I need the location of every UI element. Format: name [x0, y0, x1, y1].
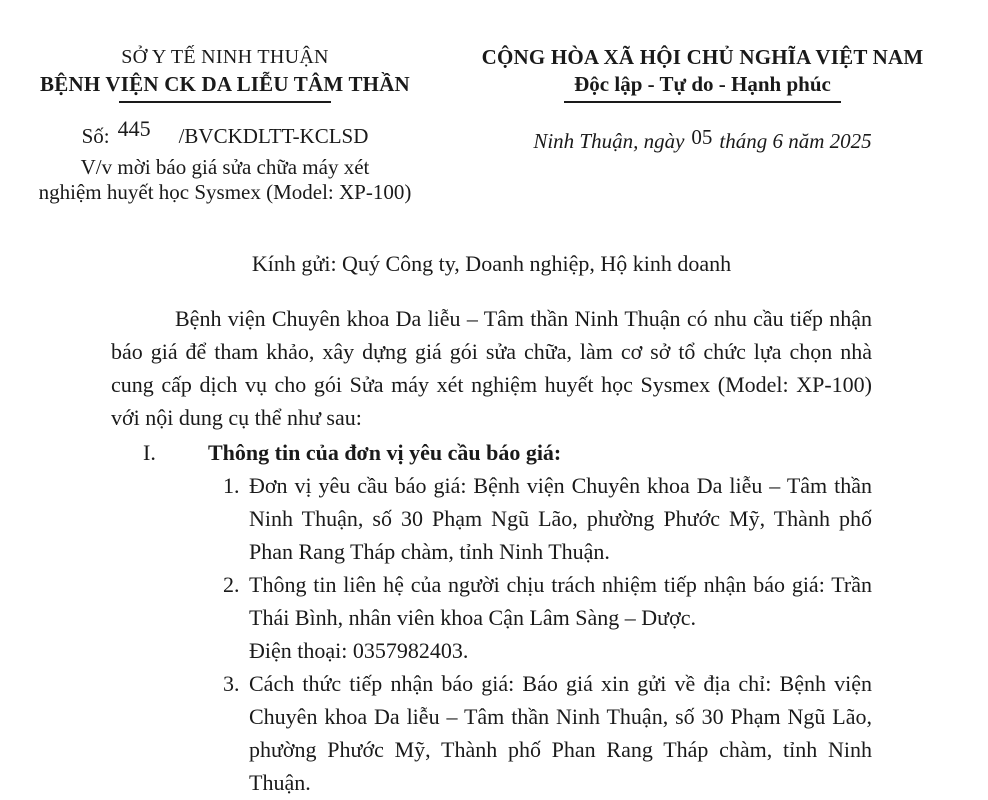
document-number-label: Số: [81, 124, 110, 148]
section-1-title: Thông tin của đơn vị yêu cầu báo giá: [208, 440, 562, 465]
section-1-heading [111, 436, 872, 469]
letter-header [0, 0, 988, 205]
document-number-line [0, 116, 450, 149]
date-day-value: 05 [691, 125, 713, 149]
list-item-3-text: Cách thức tiếp nhận báo giá: Báo giá xin gửi về địa chỉ: Bệnh viện Chuyên khoa Da liễu – Tâm thần Ninh Thuận, số 30 Phạm Ngũ Lão, phường Phước Mỹ, Thành phố Phan Rang Tháp chàm, tỉnh Ninh Thuận. [249, 671, 872, 795]
national-motto: Độc lập - Tự do - Hạnh phúc [574, 72, 831, 96]
letter-body [0, 247, 988, 799]
list-item-1 [111, 469, 872, 568]
motto-underline-rule [564, 101, 841, 103]
list-item-1-text: Đơn vị yêu cầu báo giá: Bệnh viện Chuyên khoa Da liễu – Tâm thần Ninh Thuận, số 30 Phạm Ngũ Lão, phường Phước Mỹ, Thành phố Phan Rang Tháp chàm, tỉnh Ninh Thuận. [249, 473, 872, 564]
issuer-underline-rule [119, 101, 331, 103]
list-item-2 [111, 568, 872, 667]
document-number-value: 445 [117, 116, 151, 141]
parent-organization: SỞ Y TẾ NINH THUẬN [121, 46, 329, 68]
document-subject [0, 155, 450, 205]
issuer-block [0, 44, 450, 205]
list-item-3 [111, 667, 872, 799]
subject-line-2: nghiệm huyết học Sysmex (Model: XP-100) [38, 180, 412, 204]
section-1-numeral: I. [143, 440, 156, 465]
list-item-2-number: 2. [223, 572, 240, 597]
place-date-line [450, 125, 955, 154]
list-item-2-text [249, 568, 872, 667]
national-header-block [450, 44, 955, 205]
list-item-1-number: 1. [223, 473, 240, 498]
country-title: CỘNG HÒA XÃ HỘI CHỦ NGHĨA VIỆT NAM [481, 45, 924, 69]
list-item-2-contact-text: Thông tin liên hệ của người chịu trách nhiệm tiếp nhận báo giá: Trần Thái Bình, nhân viên khoa Cận Lâm Sàng – Dược. [249, 572, 872, 630]
organization-name: BỆNH VIỆN CK DA LIỄU TÂM THẦN [40, 72, 410, 96]
salutation-line: Kính gửi: Quý Công ty, Doanh nghiệp, Hộ kinh doanh [251, 251, 732, 276]
date-suffix: tháng 6 năm 2025 [719, 129, 872, 153]
list-item-3-number: 3. [223, 671, 240, 696]
intro-paragraph: Bệnh viện Chuyên khoa Da liễu – Tâm thần Ninh Thuận có nhu cầu tiếp nhận báo giá để tham khảo, xây dựng giá gói sửa chữa, làm cơ sở tổ chức lựa chọn nhà cung cấp dịch vụ cho gói Sửa máy xét nghiệm huyết học Sysmex (Model: XP-100) với nội dung cụ thể như sau: [111, 306, 872, 430]
list-item-2-phone-line: Điện thoại: 0357982403. [249, 638, 469, 663]
document-number-suffix: /BVCKDLTT-KCLSD [178, 124, 369, 148]
subject-line-1: V/v mời báo giá sửa chữa máy xét [80, 155, 370, 179]
date-prefix: Ninh Thuận, ngày [533, 129, 685, 153]
